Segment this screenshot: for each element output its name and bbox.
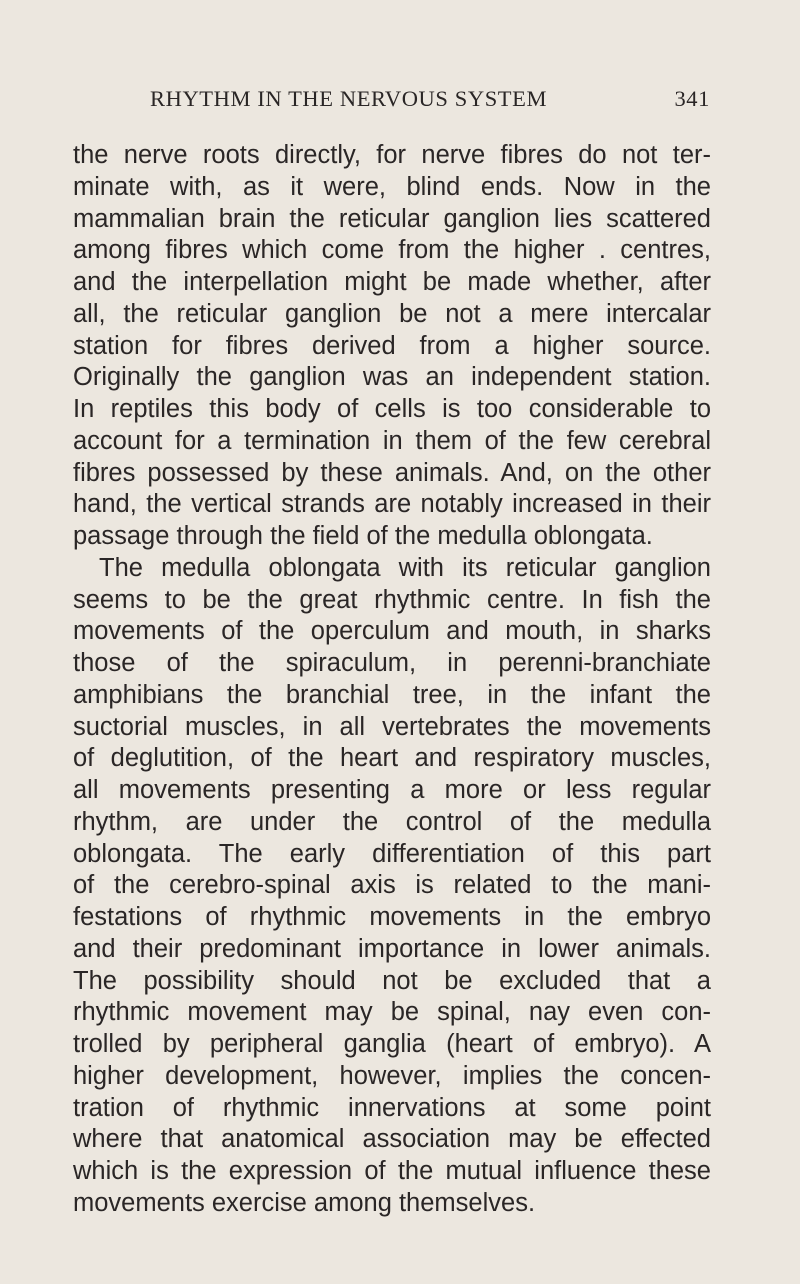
- text-line: and the interpellation might be made whether, after: [73, 268, 711, 296]
- text-line: minate with, as it were, blind ends. Now in the: [73, 172, 711, 201]
- text-line: seems to be the great rhythmic centre. In fish the: [73, 585, 711, 614]
- text-line: mammalian brain the reticular ganglion lies scattered: [73, 204, 711, 233]
- running-header: [150, 86, 710, 116]
- text-line: fibres possessed by these animals. And, on the other: [73, 458, 711, 487]
- text-line: hand, the vertical strands are notably increased in their: [73, 490, 711, 519]
- text-line: of the cerebro-spinal axis is related to the mani-: [73, 871, 711, 900]
- text-line: and their predominant importance in lower animals.: [73, 934, 711, 963]
- text-line: passage through the field of the medulla oblongata.: [73, 522, 653, 550]
- paragraph-start-line: The medulla oblongata with its reticular ganglion: [99, 553, 711, 582]
- text-line: rhythm, are under the control of the medulla: [73, 807, 711, 836]
- text-line: which is the expression of the mutual influence these: [73, 1157, 711, 1185]
- text-line: higher development, however, implies the concen-: [73, 1061, 711, 1090]
- text-line: amphibians the branchial tree, in the infant the: [73, 680, 711, 709]
- text-line: oblongata. The early differentiation of this part: [73, 839, 711, 868]
- text-line: Originally the ganglion was an independent station.: [73, 363, 711, 392]
- text-line: movements of the operculum and mouth, in sharks: [73, 617, 711, 646]
- text-line: rhythmic movement may be spinal, nay even con-: [73, 998, 711, 1027]
- text-line: In reptiles this body of cells is too considerable to: [73, 395, 711, 423]
- text-line: of deglutition, of the heart and respiratory muscles,: [73, 744, 711, 773]
- text-line: station for fibres derived from a higher source.: [73, 331, 711, 360]
- text-line: trolled by peripheral ganglia (heart of embryo). A: [73, 1030, 711, 1058]
- text-line: among fibres which come from the higher . centres,: [73, 236, 711, 265]
- text-line: suctorial muscles, in all vertebrates the movements: [73, 712, 711, 741]
- text-line: tration of rhythmic innervations at some point: [73, 1093, 711, 1122]
- text-line: The possibility should not be excluded that a: [73, 966, 711, 995]
- text-line: all, the reticular ganglion be not a mere intercalar: [73, 299, 711, 328]
- text-line: those of the spiraculum, in perenni-branchiate: [73, 649, 711, 677]
- text-line: movements exercise among themselves.: [73, 1188, 536, 1217]
- page-number: 341: [674, 86, 710, 111]
- running-title: RHYTHM IN THE NERVOUS SYSTEM: [150, 86, 548, 111]
- text-line: the nerve roots directly, for nerve fibres do not ter-: [73, 141, 711, 169]
- text-line: festations of rhythmic movements in the embryo: [73, 903, 711, 931]
- text-line: account for a termination in them of the few cerebral: [73, 426, 711, 455]
- body-text: [73, 140, 711, 1220]
- text-line: all movements presenting a more or less regular: [73, 776, 711, 804]
- text-line: where that anatomical association may be effected: [73, 1125, 711, 1154]
